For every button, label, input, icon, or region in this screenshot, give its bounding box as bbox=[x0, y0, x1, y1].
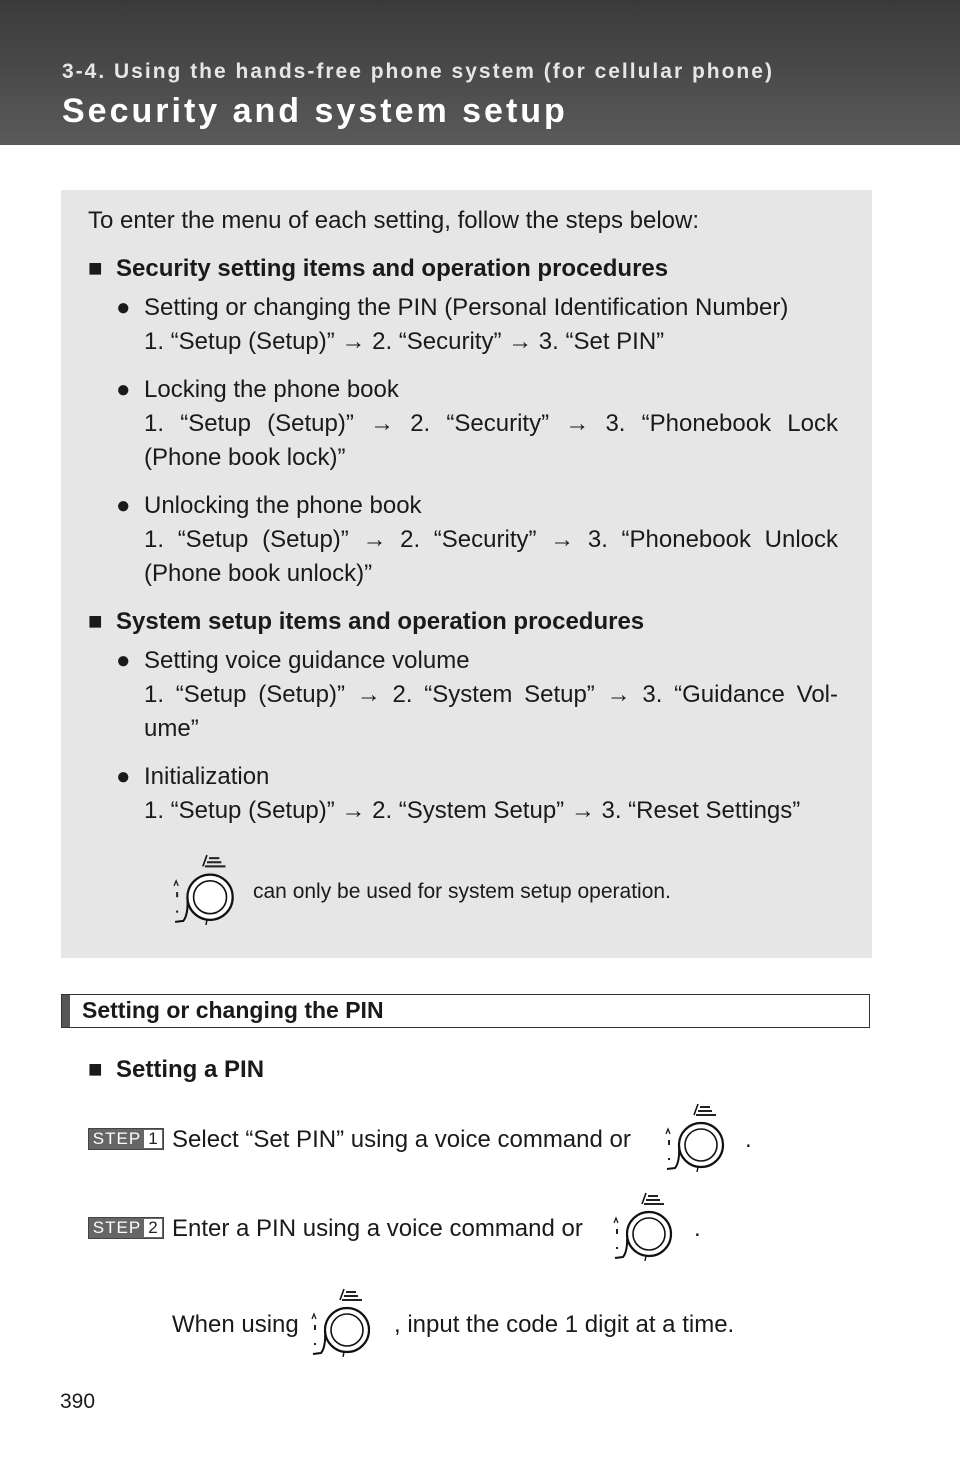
tune-scroll-knob-icon bbox=[612, 1191, 682, 1261]
square-bullet-icon: ■ bbox=[88, 255, 103, 282]
step2-period: . bbox=[694, 1215, 701, 1242]
subheading-setting-pin: Setting a PIN bbox=[116, 1056, 265, 1083]
tune-scroll-knob-icon bbox=[664, 1102, 734, 1172]
item-set-pin-path: 1. “Setup (Setup)” → 2. “Security” → 3. “Set PIN” bbox=[144, 328, 665, 355]
step1-text: Select “Set PIN” using a voice command or bbox=[172, 1126, 631, 1153]
tune-scroll-knob-icon bbox=[310, 1287, 380, 1357]
step-badge bbox=[88, 1217, 164, 1239]
when-using-rest: , input the code 1 digit at a time. bbox=[394, 1311, 735, 1338]
item-reset-label: Initialization bbox=[144, 763, 270, 790]
item-lock-label: Locking the phone book bbox=[144, 376, 399, 403]
round-bullet-icon: ● bbox=[116, 763, 131, 790]
heading-bar-marker bbox=[62, 995, 70, 1027]
tune-scroll-knob-icon bbox=[172, 853, 244, 925]
security-heading: Security setting items and operation procedures bbox=[116, 255, 669, 282]
page-title: Security and system setup bbox=[62, 92, 568, 130]
intro-text: To enter the menu of each setting, follow the steps below: bbox=[88, 207, 700, 234]
item-unlock-path: 1. “Setup (Setup)” → 2. “Security” → 3. “Phonebook Unlock bbox=[144, 526, 838, 553]
section-label: 3-4. Using the hands-free phone system (for cellular phone) bbox=[62, 60, 774, 83]
step-badge bbox=[88, 1128, 164, 1150]
section-heading: Setting or changing the PIN bbox=[82, 997, 384, 1023]
item-lock-path-cont: (Phone book lock)” bbox=[144, 444, 346, 471]
item-volume-label: Setting voice guidance volume bbox=[144, 647, 470, 674]
step-label: STEP bbox=[92, 1129, 142, 1148]
knob-note: can only be used for system setup operation. bbox=[253, 880, 671, 903]
step-label: STEP bbox=[92, 1218, 142, 1237]
round-bullet-icon: ● bbox=[116, 492, 131, 519]
step-number: 1 bbox=[144, 1130, 162, 1148]
step-number: 2 bbox=[144, 1219, 162, 1237]
round-bullet-icon: ● bbox=[116, 294, 131, 321]
chapter-header bbox=[0, 0, 960, 145]
system-heading: System setup items and operation procedures bbox=[116, 608, 645, 635]
menu-overview-box bbox=[61, 190, 872, 958]
item-unlock-path-cont: (Phone book unlock)” bbox=[144, 560, 373, 587]
when-using-text: When using bbox=[172, 1311, 299, 1338]
item-lock-path: 1. “Setup (Setup)” → 2. “Security” → 3. “Phonebook Lock bbox=[144, 410, 838, 437]
step1-period: . bbox=[745, 1126, 752, 1153]
item-reset-path: 1. “Setup (Setup)” → 2. “System Setup” → 3. “Reset Settings” bbox=[144, 797, 801, 824]
round-bullet-icon: ● bbox=[116, 647, 131, 674]
item-unlock-label: Unlocking the phone book bbox=[144, 492, 422, 519]
item-set-pin-label: Setting or changing the PIN (Personal Identification Number) bbox=[144, 294, 789, 321]
section-heading-bar bbox=[61, 994, 870, 1028]
square-bullet-icon: ■ bbox=[88, 608, 103, 635]
page-number: 390 bbox=[60, 1390, 96, 1413]
item-volume-path-cont: ume” bbox=[144, 715, 199, 742]
round-bullet-icon: ● bbox=[116, 376, 131, 403]
square-bullet-icon: ■ bbox=[88, 1056, 103, 1083]
step2-text: Enter a PIN using a voice command or bbox=[172, 1215, 583, 1242]
item-volume-path: 1. “Setup (Setup)” → 2. “System Setup” → 3. “Guidance Vol- bbox=[144, 681, 838, 708]
